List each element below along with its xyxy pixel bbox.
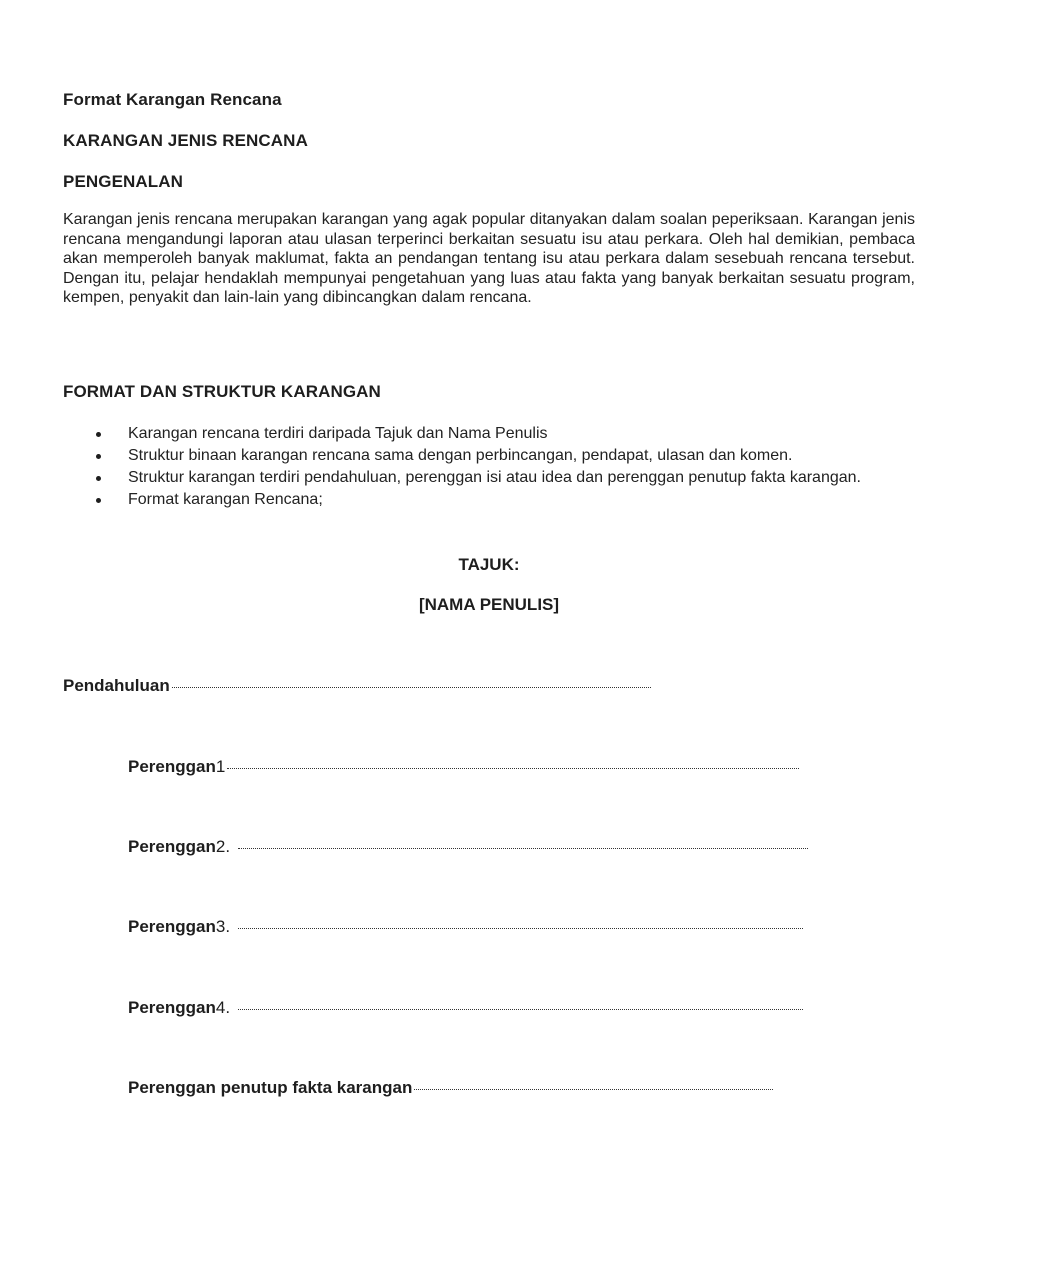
- list-item: [96, 424, 896, 444]
- dotted-fill: [238, 927, 803, 929]
- bullet-icon: [96, 454, 101, 459]
- list-item-text: Karangan rencana terdiri daripada Tajuk dan Nama Penulis: [128, 425, 548, 442]
- pendahuluan-label: Pendahuluan: [63, 676, 170, 695]
- bullet-icon: [96, 498, 101, 503]
- dotted-fill: [172, 686, 651, 688]
- perenggan-1-number: 1: [215, 757, 226, 776]
- perenggan-2-line: [128, 837, 808, 857]
- perenggan-1-line: [128, 757, 799, 777]
- perenggan-3-number: 3.: [215, 917, 231, 936]
- list-item: [96, 490, 896, 510]
- section-heading-pengenalan: PENGENALAN: [63, 172, 184, 191]
- list-item-text: Struktur binaan karangan rencana sama dengan perbincangan, pendapat, ulasan dan komen.: [128, 447, 793, 464]
- perenggan-3-line: [128, 917, 803, 937]
- pendahuluan-line: [63, 676, 651, 696]
- perenggan-2-number: 2.: [215, 837, 231, 856]
- perenggan-4-number: 4.: [215, 998, 231, 1017]
- tajuk-label: TAJUK:: [458, 555, 520, 574]
- perenggan-3-label: Perenggan: [128, 917, 216, 936]
- section-heading-format-dan-struktur: FORMAT DAN STRUKTUR KARANGAN: [63, 382, 381, 401]
- dotted-fill: [227, 767, 799, 769]
- perenggan-2-label: Perenggan: [128, 837, 216, 856]
- perenggan-penutup-label: Perenggan penutup fakta karangan: [128, 1078, 413, 1097]
- perenggan-4-label: Perenggan: [128, 998, 216, 1017]
- bullet-icon: [96, 476, 101, 481]
- dotted-fill: [238, 847, 808, 849]
- perenggan-penutup-line: [128, 1078, 773, 1098]
- intro-paragraph: Karangan jenis rencana merupakan karangan yang agak popular ditanyakan dalam soalan peperiksaan. Karangan jenis rencana mengandungi laporan atau ulasan terperinci berkaitan sesuatu isu atau perkara. Oleh hal demikian, pembaca akan memperoleh banyak maklumat, fakta an pendangan tentang isu atau perkara dalam sesebuah rencana tersebut. Dengan itu, pelajar hendaklah mempunyai pengetahuan yang luas atau fakta yang banyak berkaitan sesuatu program, kempen, penyakit dan lain-lain yang dibincangkan dalam rencana.: [63, 211, 915, 306]
- bullet-icon: [96, 432, 101, 437]
- perenggan-4-line: [128, 998, 803, 1018]
- list-item-text: Struktur karangan terdiri pendahuluan, perenggan isi atau idea dan perenggan penutup fakta karangan.: [128, 469, 861, 486]
- section-heading-karangan-jenis-rencana: KARANGAN JENIS RENCANA: [63, 131, 308, 150]
- list-item: [96, 446, 896, 466]
- dotted-fill: [414, 1088, 773, 1090]
- nama-penulis-label: [NAMA PENULIS]: [418, 595, 560, 614]
- format-bullet-list: [96, 424, 896, 512]
- dotted-fill: [238, 1008, 803, 1010]
- document-title: Format Karangan Rencana: [63, 90, 282, 109]
- list-item: [96, 468, 888, 488]
- list-item-text: Format karangan Rencana;: [128, 491, 323, 508]
- perenggan-1-label: Perenggan: [128, 757, 216, 776]
